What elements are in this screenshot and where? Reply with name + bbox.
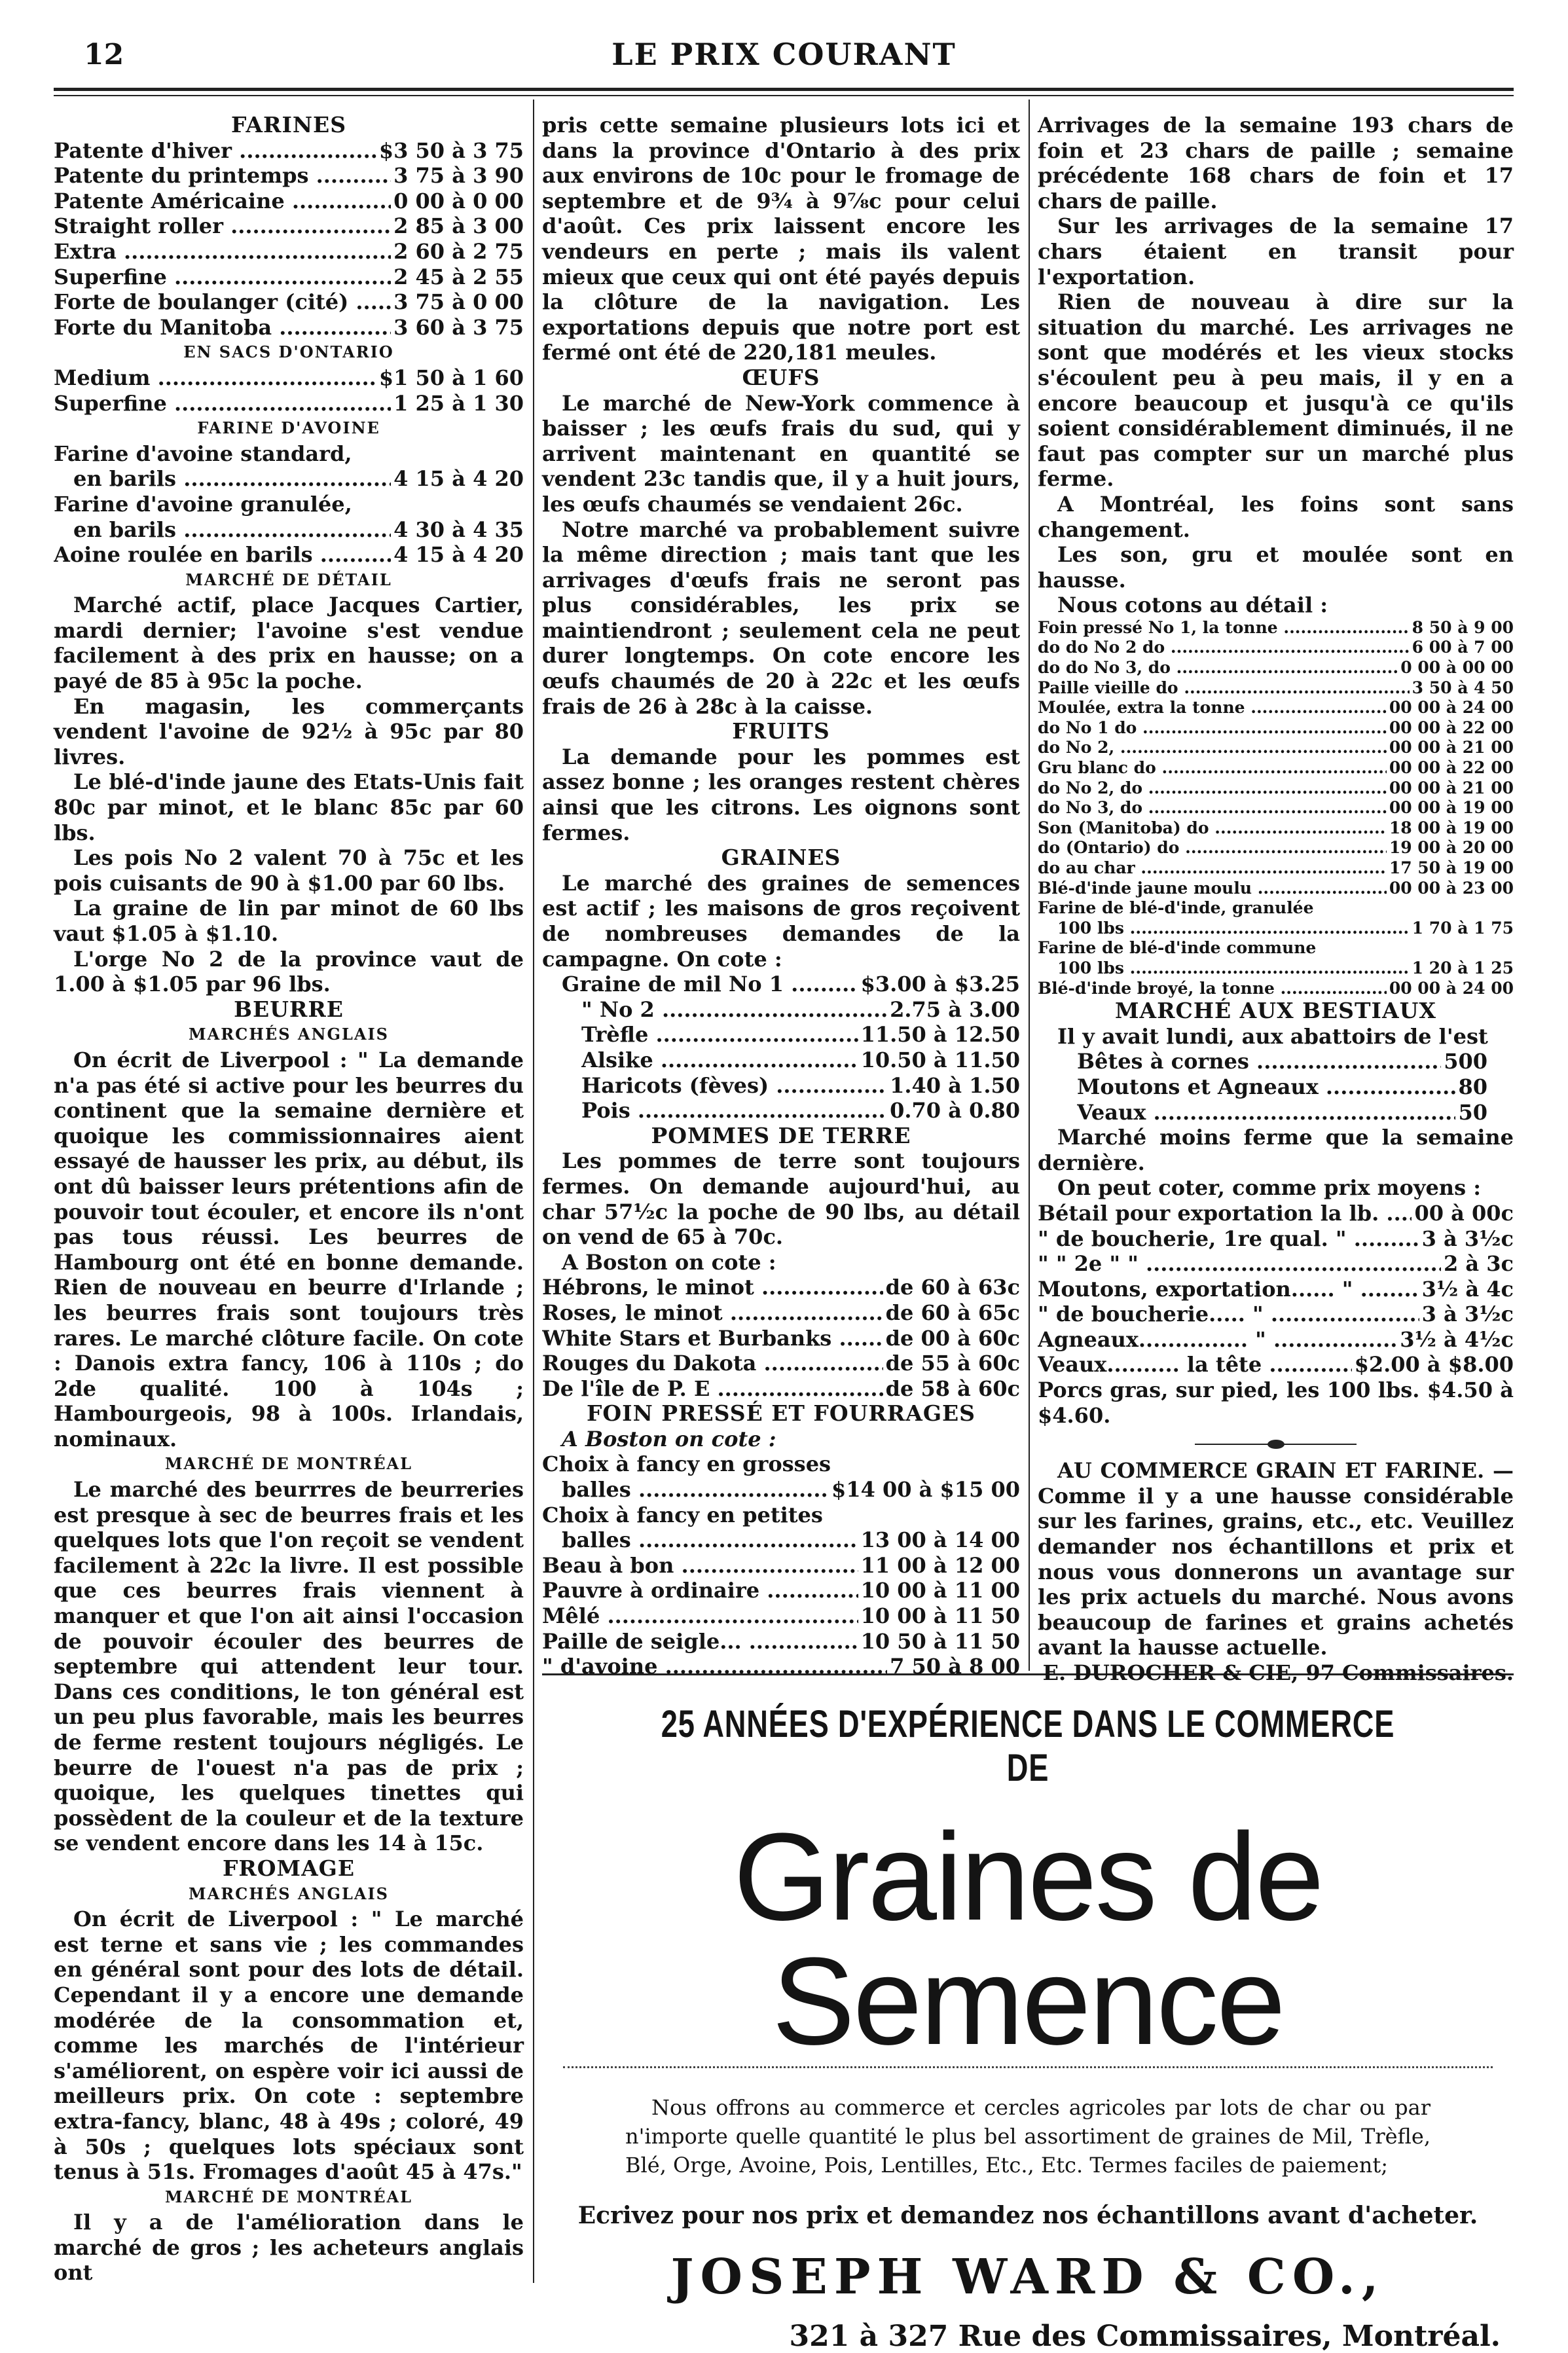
ad-company: JOSEPH WARD & CO., [670,2249,1385,2305]
section-title-graines: GRAINES [721,845,841,871]
subsection-title-sacs: EN SACS D'ONTARIO [183,342,394,362]
column-3 [1038,113,1514,1686]
column-divider-1 [533,100,534,2283]
price-row: " " 2e " " ..... 2 à 3c [1038,1251,1514,1277]
page-number: 12 [84,38,124,71]
section-title-beurre: BEURRE [234,996,344,1022]
paragraph: Porcs gras, sur pied, les 100 lbs. $4.50 à $4.60. [1038,1377,1514,1428]
paragraph: On écrit de Liverpool : " Le marché est terne et sans vie ; les commandes en général sont pour des lots de détail. Cependant il y a encore une demande modérée de la consommation et, comme les marchés de l'intérieur s'améliorent, on espère voir ici aussi de meilleurs prix. On cote : septembre extra-fancy, blanc, 48 à 49s ; coloré, 49 à 50s ; quelques lots spéciaux sont tenus à 51s. Fromages d'août 45 à 47s." [54,1906,524,2185]
paragraph: A Montréal, les foins sont sans changement. [1038,491,1514,542]
price-row: Paille vieille do ..... 3 50 à 4 50 [1038,678,1514,699]
price-row: Bétail pour exportation la lb. ..... 00 à 00c [1038,1201,1514,1226]
paragraph: Marché moins ferme que la semaine dernière. [1038,1125,1514,1175]
subsection-title: MARCHÉ DE MONTRÉAL [164,2187,413,2206]
price-row: " d'avoine ..... 7 50 à 8 00 [542,1654,1020,1679]
paragraph: En magasin, les commerçants vendent l'avoine de 92½ à 95c par 80 livres. [54,693,524,769]
price-row: Patente du printemps ..... 3 75 à 3 90 [54,163,524,189]
column-2 [542,113,1020,1679]
paragraph: AU COMMERCE GRAIN ET FARINE. — Comme il y a une hausse considérable sur les farines, grains, etc., etc. Veuillez demander nos échantillons et prix et nous vous donnerons un avantage sur les prix actuels du marché. Nous avons beaucoup de farines et grains achetés avant la hausse actuelle. [1038,1458,1514,1660]
ad-tagline: 25 ANNÉES D'EXPÉRIENCE DANS LE COMMERCE DE [661,1703,1395,1789]
price-row: " No 2 ..... 2.75 à 3.00 [542,997,1020,1023]
item-label: Farine de blé-d'inde commune [1038,938,1317,958]
price-row: Mêlé ..... 10 00 à 11 50 [542,1603,1020,1629]
paragraph: Le marché de New-York commence à baisser ; les œufs frais du sud, qui y arrivent maintenant en quantité se vendent 23c tandis que, il y a huit jours, les œufs chaumés se vendaient 26c. [542,390,1020,517]
subsection-title: MARCHÉS ANGLAIS [189,1025,389,1044]
price-row: Veaux.......... la tête ..... $2.00 à $8.00 [1038,1352,1514,1377]
price-row: Trèfle ..... 11.50 à 12.50 [542,1022,1020,1048]
price-row: Moutons et Agneaux ..... 80 [1038,1074,1514,1100]
price-row: " de boucherie, 1re qual. " ..... 3 à 3½c [1038,1226,1514,1252]
price-row: do No 3, do ..... 00 00 à 19 00 [1038,798,1514,818]
price-row: Pauvre à ordinaire ..... 10 00 à 11 00 [542,1578,1020,1603]
price-row: 100 lbs ..... 1 70 à 1 75 [1038,919,1514,939]
price-row: Blé-d'inde jaune moulu ..... 00 00 à 23 00 [1038,879,1514,899]
price-row: De l'île de P. E ..... de 58 à 60c [542,1376,1020,1402]
section-title-bestiaux: MARCHÉ AUX BESTIAUX [1115,998,1436,1024]
price-row: do do No 2 do ..... 6 00 à 7 00 [1038,638,1514,658]
section-title-oeufs: ŒUFS [742,364,820,390]
price-row: Aoine roulée en barils ..... 4 15 à 4 20 [54,542,524,568]
price-row: Blé-d'inde broyé, la tonne ..... 00 00 à 24 00 [1038,979,1514,999]
price-row: en barils ..... 4 30 à 4 35 [54,517,524,543]
price-row: do do No 3, do ..... 0 00 à 00 00 [1038,658,1514,678]
subsection-title-detail: MARCHÉ DE DÉTAIL [185,570,392,589]
price-row: Alsike ..... 10.50 à 11.50 [542,1048,1020,1073]
paragraph: Les son, gru et moulée sont en hausse. [1038,542,1514,593]
paragraph: Les pommes de terre sont toujours fermes. On demande aujourd'hui, au char 57½c la poche de 90 lbs, au détail on vend de 65 à 70c. [542,1148,1020,1250]
section-title-fruits: FRUITS [732,718,830,744]
section-title-farines: FARINES [230,112,347,137]
price-row: do No 2, do ..... 00 00 à 21 00 [1038,778,1514,799]
price-row: White Stars et Burbanks ..... de 00 à 60c [542,1326,1020,1351]
price-row: do (Ontario) do ..... 19 00 à 20 00 [1038,838,1514,858]
price-row: Forte de boulanger (cité) ..... 3 75 à 0 00 [54,289,524,315]
signature: E. DUROCHER & CIE, 97 Commissaires. [1042,1660,1514,1685]
price-row: Patente Américaine ..... 0 00 à 0 00 [54,189,524,214]
item-label: Choix à fancy en grosses [542,1451,831,1477]
price-row: Beau à bon ..... 11 00 à 12 00 [542,1553,1020,1578]
price-row: balles ..... 13 00 à 14 00 [542,1527,1020,1553]
price-row: Patente d'hiver ..... $3 50 à 3 75 [54,138,524,164]
paragraph: Les pois No 2 valent 70 à 75c et les pois cuisants de 90 à $1.00 par 60 lbs. [54,845,524,896]
paragraph: On écrit de Liverpool : " La demande n'a pas été si active pour les beurres du continent que la semaine dernière et quoique les commissionnaires aient essayé de hausser les prix, au début, ils ont dû baisser leurs prétentions afin de pouvoir tout écouler, et encore ils n'ont pas tous réussi. Les beurres de Hambourg ont été en bonne demande. Rien de nouveau en beurre d'Irlande ; les beurres frais sont toujours très rares. Le marché clôture facile. On cote : Danois extra fancy, 106 à 110s ; do 2de qualité. 100 à 104s ; Hambourgeois, 98 à 100s. Irlandais, nominaux. [54,1047,524,1451]
price-row: en barils ..... 4 15 à 4 20 [54,466,524,492]
paragraph: On peut coter, comme prix moyens : [1057,1175,1482,1201]
price-row: " de boucherie..... " ..... 3 à 3½c [1038,1302,1514,1327]
paragraph: Sur les arrivages de la semaine 17 chars étaient en transit pour l'exportation. [1038,213,1514,289]
paragraph: La demande pour les pommes est assez bonne ; les oranges restent chères ainsi que les citrons. Les oignons sont fermes. [542,744,1020,845]
divider-ornament [1038,1434,1514,1454]
price-row: do No 1 do ..... 00 00 à 22 00 [1038,718,1514,739]
paragraph: Le marché des graines de semences est actif ; les maisons de gros reçoivent de nombreuses demandes de la campagne. On cote : [542,870,1020,972]
column-divider-2 [1029,100,1030,1671]
item-label: A Boston on cote : [562,1249,776,1275]
price-row: Gru blanc do ..... 00 00 à 22 00 [1038,758,1514,778]
paragraph: L'orge No 2 de la province vaut de 1.00 à $1.05 par 96 lbs. [54,946,524,997]
item-label: Il y avait lundi, aux abattoirs de l'est [1057,1023,1488,1049]
subsection-title: MARCHÉ DE MONTRÉAL [164,1454,413,1474]
ad-call-to-action: Ecrivez pour nos prix et demandez nos échantillons avant d'acheter. [577,2202,1478,2229]
column-1 [54,113,524,2286]
price-row: Rouges du Dakota ..... de 55 à 60c [542,1351,1020,1376]
paragraph: Il y a de l'amélioration dans le marché de gros ; les acheteurs anglais ont [54,2210,524,2286]
price-row: do au char ..... 17 50 à 19 00 [1038,858,1514,879]
item-label: Farine d'avoine standard, [54,441,352,466]
price-row: 100 lbs ..... 1 20 à 1 25 [1038,958,1514,979]
item-label: Farine de blé-d'inde, granulée [1038,898,1314,918]
price-row: Agneaux............... " ..... 3½ à 4½c [1038,1327,1514,1353]
paragraph: Notre marché va probablement suivre la même direction ; mais tant que les arrivages d'œufs frais ne seront pas plus considérables, les prix se maintiendront ; seulement cela ne peut durer longtemps. On cote encore les œufs chaumés de 20 à 22c et les œufs frais de 26 à 28c à la caisse. [542,517,1020,719]
paragraph: pris cette semaine plusieurs lots ici et dans la province d'Ontario à des prix aux environs de 10c pour le fromage de septembre et de 9¾ à 9⅞c pour celui d'août. Ces prix laissent encore les vendeurs en perte ; mais ils valent mieux que ceux qui ont été payés depuis la clôture de la navigation. Les exportations depuis que notre port est fermé ont été de 220,181 meules. [542,113,1020,365]
price-row: do No 2, ..... 00 00 à 21 00 [1038,738,1514,758]
page-header [0,0,1568,92]
advertisement [542,1702,1514,2353]
price-row: Paille de seigle... ..... 10 50 à 11 50 [542,1629,1020,1654]
item-label: Choix à fancy en petites [542,1502,823,1527]
price-row: Superfine ..... 1 25 à 1 30 [54,391,524,416]
paragraph: Le blé-d'inde jaune des Etats-Unis fait 80c par minot, et le blanc 85c par 60 lbs. [54,769,524,845]
price-row: Extra ..... 2 60 à 2 75 [54,239,524,264]
price-row: Pois ..... 0.70 à 0.80 [542,1098,1020,1123]
ad-address: 321 à 327 Rue des Commissaires, Montréal. [789,2320,1501,2353]
header-rule [54,88,1514,91]
price-row: Superfine ..... 2 45 à 2 55 [54,264,524,290]
price-row: balles ..... $14 00 à $15 00 [542,1477,1020,1503]
paragraph: Rien de nouveau à dire sur la situation du marché. Les arrivages ne sont que modérés et les vieux stocks s'écoulent peu à peu mais, il y en a encore beaucoup et jusqu'à ce qu'ils soient considérablement diminués, il ne faut pas compter sur un marché plus ferme. [1038,289,1514,492]
paragraph: Marché actif, place Jacques Cartier, mardi dernier; l'avoine s'est vendue facilement à des prix en hausse; on a payé de 85 à 95c la poche. [54,593,524,694]
price-row: Bêtes à cornes ..... 500 [1038,1049,1514,1074]
section-title-pommes: POMMES DE TERRE [651,1122,911,1148]
price-row: Graine de mil No 1 ..... $3.00 à $3.25 [542,972,1020,997]
price-row: Roses, le minot ..... de 60 à 65c [542,1300,1020,1326]
ad-headline: Graines de Semence [733,1808,1322,2071]
subsection-title: MARCHÉS ANGLAIS [189,1884,389,1903]
price-row: Hébrons, le minot ..... de 60 à 63c [542,1275,1020,1300]
price-row: Moutons, exportation...... " ..... 3½ à 4c [1038,1277,1514,1302]
subsection-title-avoine: FARINE D'AVOINE [197,418,380,438]
price-row: Forte du Manitoba ..... 3 60 à 3 75 [54,315,524,340]
newspaper-title: LE PRIX COURANT [611,37,957,72]
item-label: Nous cotons au détail : [1057,593,1328,618]
paragraph: Le marché des beurrres de beurreries est presque à sec de beurres frais et les quelques lots que l'on reçoit se vendent facilement à 22c la livre. Il est possible que ces beurres frais viennent à manquer et que l'on ait ainsi l'occasion de pouvoir écouler des beurres de septembre qui attendent leur tour. Dans ces conditions, le ton général est un peu plus favorable, mais les beurres de ferme restent toujours négligés. Le beurre de l'ouest n'a pas de prix ; quoique, les quelques tinettes qui possèdent de la couleur et de la texture se vendent encore dans les 14 à 15c. [54,1477,524,1856]
section-title-fromage: FROMAGE [222,1855,356,1881]
price-row: Medium ..... $1 50 à 1 60 [54,365,524,391]
section-title-foin: FOIN PRESSÉ ET FOURRAGES [586,1400,975,1427]
price-row: Haricots (fèves) ..... 1.40 à 1.50 [542,1073,1020,1099]
price-row: Foin pressé No 1, la tonne ..... 8 50 à 9 00 [1038,618,1514,638]
item-label: A Boston on cote : [562,1426,776,1451]
price-row: Straight roller ..... 2 85 à 3 00 [54,213,524,239]
paragraph: Arrivages de la semaine 193 chars de foin et 23 chars de paille ; semaine précédente 168 chars de foin et 17 chars de paille. [1038,113,1514,213]
header-rule-thin [54,95,1514,96]
price-row: Son (Manitoba) do ..... 18 00 à 19 00 [1038,818,1514,839]
item-label: Farine d'avoine granulée, [54,491,352,517]
price-row: Moulée, extra la tonne ..... 00 00 à 24 00 [1038,698,1514,718]
price-row: Veaux ..... 50 [1038,1100,1514,1125]
ad-body: Nous offrons au commerce et cercles agricoles par lots de char ou par n'importe quelle quantité le plus bel assortiment de graines de Mil, Trèfle, Blé, Orge, Avoine, Pois, Lentilles, Etc., Etc. Termes faciles de paiement; [625,2095,1431,2178]
paragraph: La graine de lin par minot de 60 lbs vaut $1.05 à $1.10. [54,896,524,946]
